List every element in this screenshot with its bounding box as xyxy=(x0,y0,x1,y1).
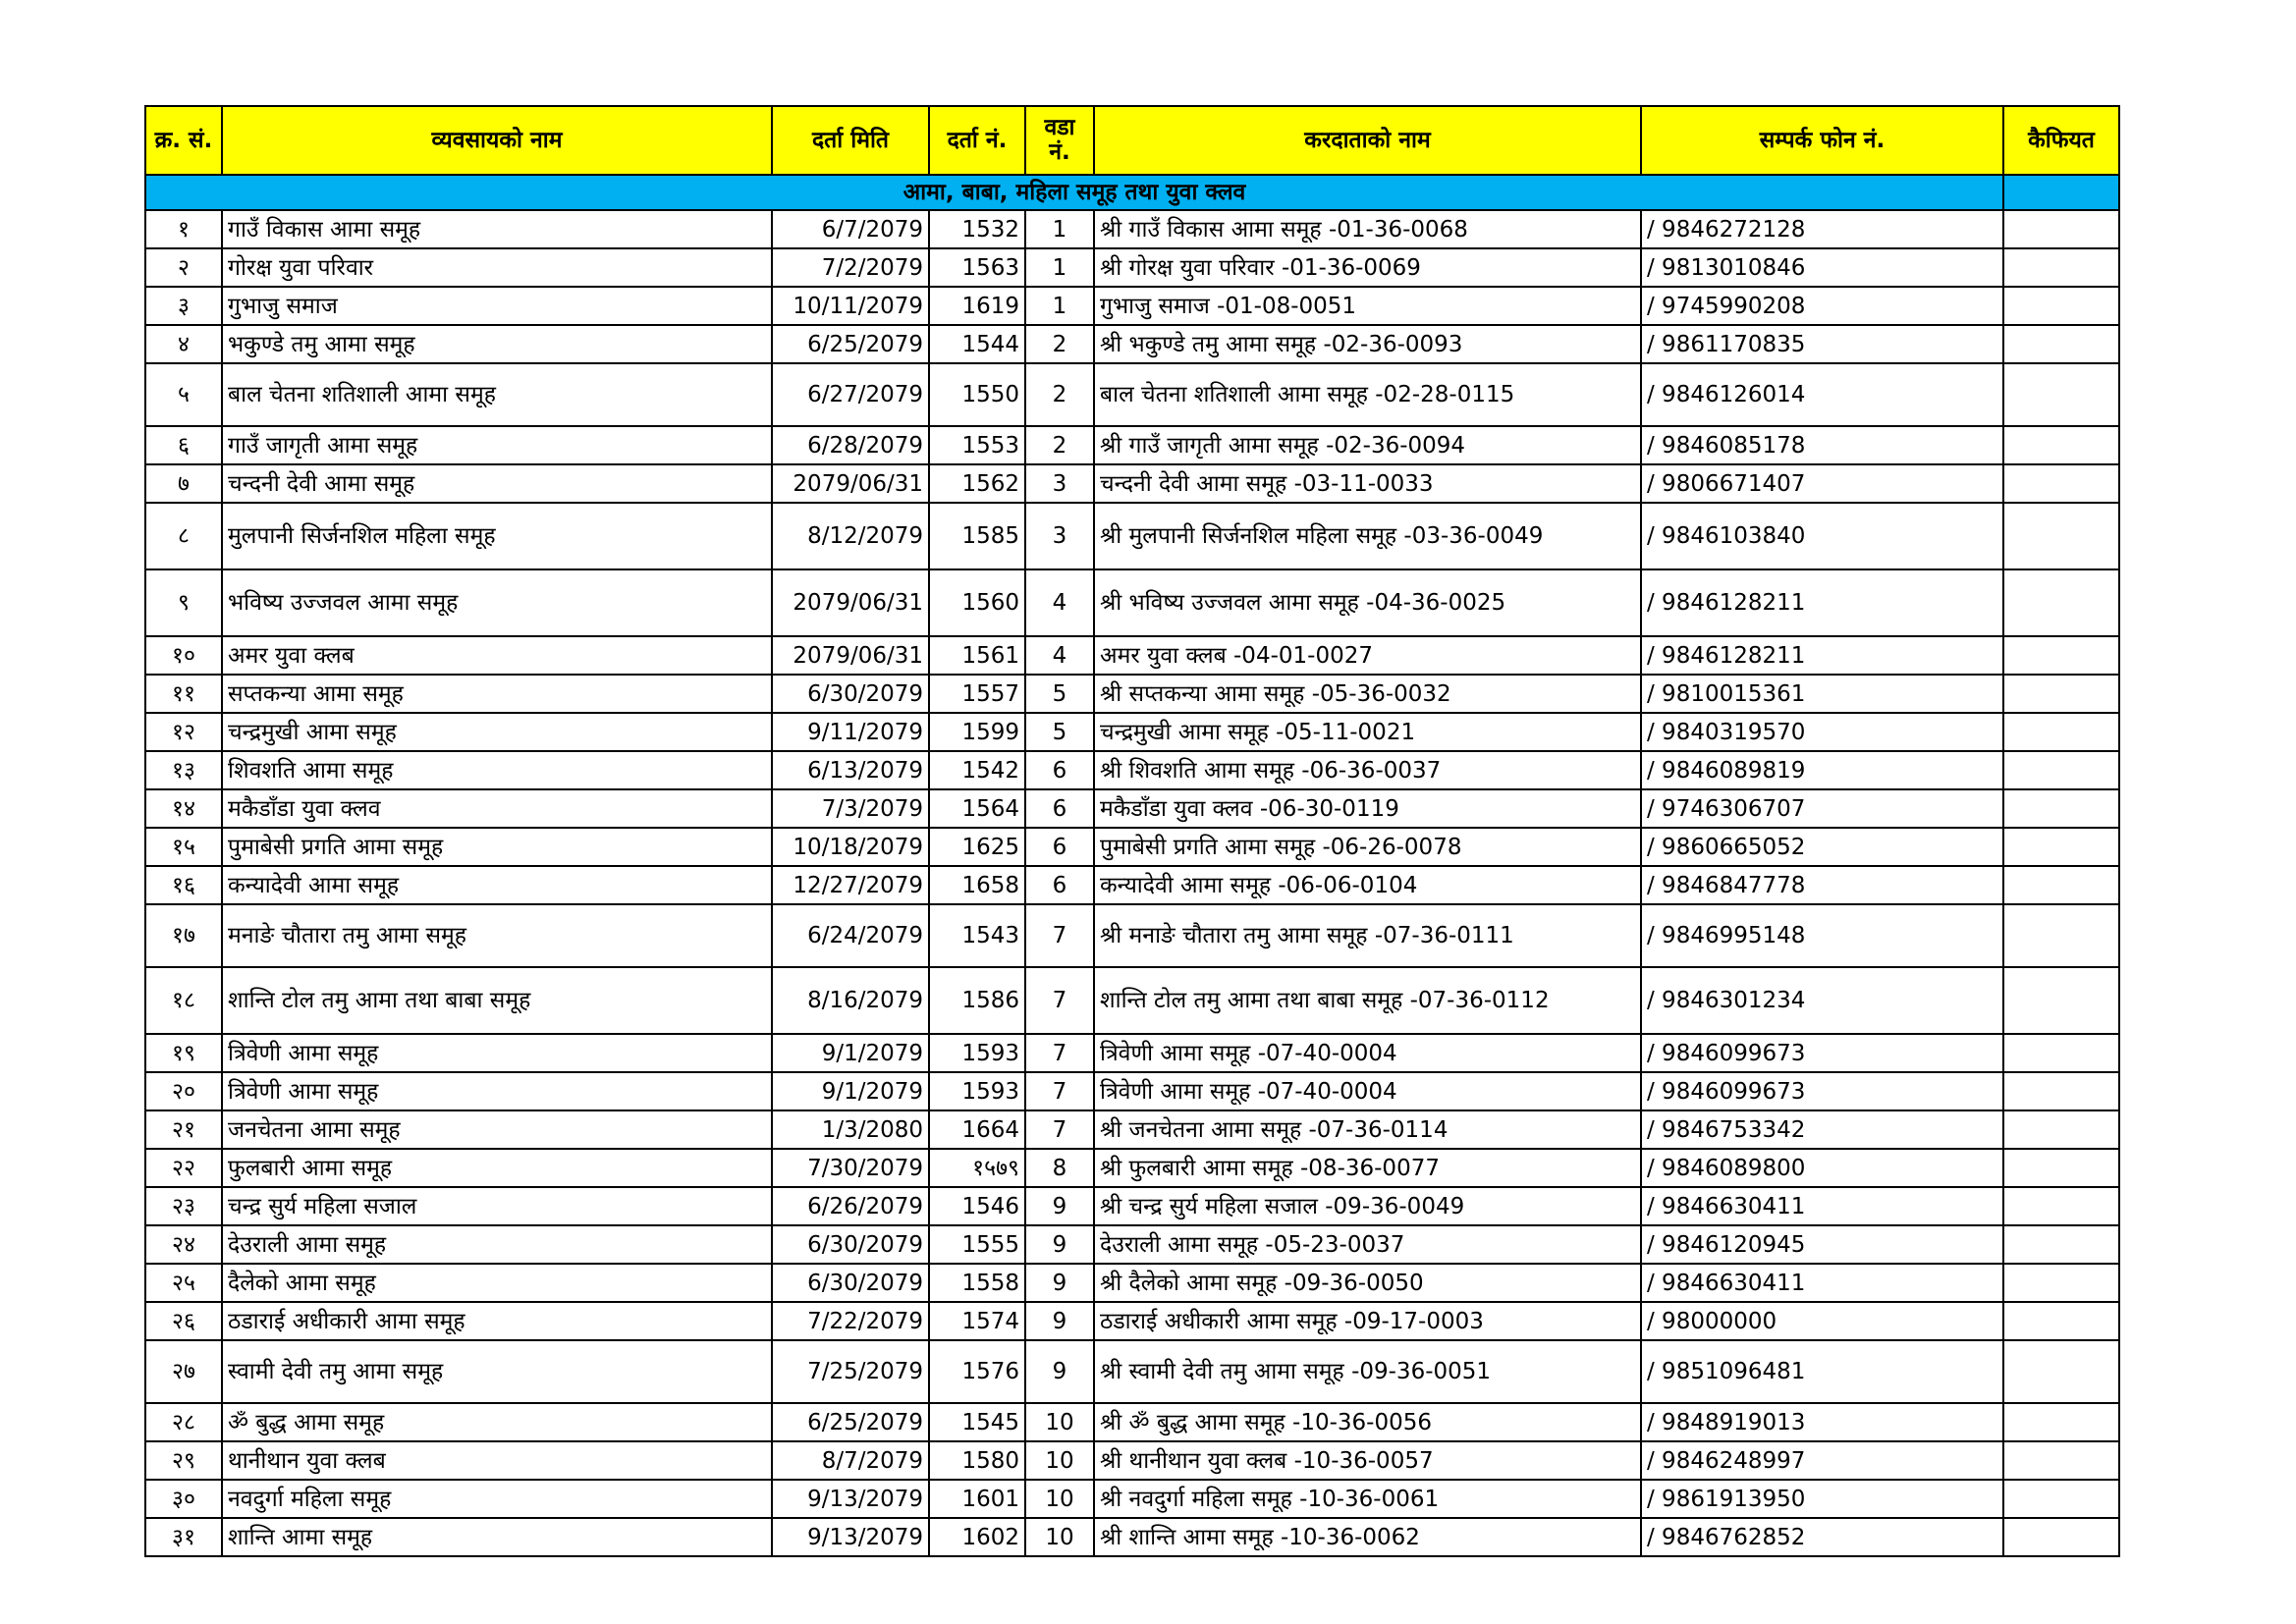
reg-date-cell: 7/3/2079 xyxy=(772,789,929,828)
reg-date-cell: 6/25/2079 xyxy=(772,325,929,363)
business-name-cell: ठडाराई अधीकारी आमा समूह xyxy=(222,1302,772,1340)
table-row xyxy=(145,713,2119,751)
ward-cell: 7 xyxy=(1025,904,1094,967)
ward-cell: 10 xyxy=(1025,1480,1094,1518)
reg-no-cell: 1586 xyxy=(929,967,1025,1034)
business-name-cell: चन्दनी देवी आमा समूह xyxy=(222,464,772,503)
table-row xyxy=(145,751,2119,789)
remarks-cell xyxy=(2003,287,2119,325)
table-row xyxy=(145,503,2119,569)
ward-cell: 7 xyxy=(1025,967,1094,1034)
ward-cell: 7 xyxy=(1025,1110,1094,1149)
taxpayer-name-cell: बाल चेतना शतिशाली आमा समूह -02-28-0115 xyxy=(1094,363,1641,426)
header-business-name: व्यवसायको नाम xyxy=(222,106,772,175)
remarks-cell xyxy=(2003,569,2119,636)
serial-cell: ३१ xyxy=(145,1518,222,1556)
table-row xyxy=(145,569,2119,636)
registration-table xyxy=(144,105,2120,1557)
taxpayer-name-cell: मकैडाँडा युवा क्लव -06-30-0119 xyxy=(1094,789,1641,828)
business-name-cell: गाउँ विकास आमा समूह xyxy=(222,210,772,248)
taxpayer-name-cell: कन्यादेवी आमा समूह -06-06-0104 xyxy=(1094,866,1641,904)
table-row xyxy=(145,426,2119,464)
reg-date-cell: 10/11/2079 xyxy=(772,287,929,325)
phone-cell: / 9846085178 xyxy=(1641,426,2003,464)
table-row xyxy=(145,464,2119,503)
table-row xyxy=(145,1518,2119,1556)
table-row xyxy=(145,1034,2119,1072)
phone-cell: / 9860665052 xyxy=(1641,828,2003,866)
remarks-cell xyxy=(2003,464,2119,503)
reg-date-cell: 9/13/2079 xyxy=(772,1480,929,1518)
remarks-cell xyxy=(2003,210,2119,248)
reg-no-cell: 1593 xyxy=(929,1072,1025,1110)
reg-date-cell: 8/16/2079 xyxy=(772,967,929,1034)
header-taxpayer-name: करदाताको नाम xyxy=(1094,106,1641,175)
reg-no-cell: 1664 xyxy=(929,1110,1025,1149)
serial-cell: २० xyxy=(145,1072,222,1110)
business-name-cell: बाल चेतना शतिशाली आमा समूह xyxy=(222,363,772,426)
phone-cell: / 9846272128 xyxy=(1641,210,2003,248)
ward-cell: 7 xyxy=(1025,1072,1094,1110)
remarks-cell xyxy=(2003,426,2119,464)
ward-cell: 6 xyxy=(1025,828,1094,866)
reg-no-cell: 1561 xyxy=(929,636,1025,675)
phone-cell: / 9846126014 xyxy=(1641,363,2003,426)
business-name-cell: थानीथान युवा क्लब xyxy=(222,1441,772,1480)
remarks-cell xyxy=(2003,503,2119,569)
taxpayer-name-cell: श्री नवदुर्गा महिला समूह -10-36-0061 xyxy=(1094,1480,1641,1518)
business-name-cell: गुभाजु समाज xyxy=(222,287,772,325)
reg-no-cell: 1585 xyxy=(929,503,1025,569)
remarks-cell xyxy=(2003,751,2119,789)
remarks-cell xyxy=(2003,1110,2119,1149)
serial-cell: २१ xyxy=(145,1110,222,1149)
ward-cell: 2 xyxy=(1025,363,1094,426)
table-row xyxy=(145,1225,2119,1264)
business-name-cell: ॐ बुद्ध आमा समूह xyxy=(222,1403,772,1441)
taxpayer-name-cell: चन्द्रमुखी आमा समूह -05-11-0021 xyxy=(1094,713,1641,751)
reg-no-cell: 1602 xyxy=(929,1518,1025,1556)
business-name-cell: त्रिवेणी आमा समूह xyxy=(222,1034,772,1072)
phone-cell: / 9848919013 xyxy=(1641,1403,2003,1441)
taxpayer-name-cell: श्री ॐ बुद्ध आमा समूह -10-36-0056 xyxy=(1094,1403,1641,1441)
reg-no-cell: 1555 xyxy=(929,1225,1025,1264)
ward-cell: 4 xyxy=(1025,569,1094,636)
serial-cell: ३ xyxy=(145,287,222,325)
ward-cell: 10 xyxy=(1025,1441,1094,1480)
reg-no-cell: 1574 xyxy=(929,1302,1025,1340)
table-row xyxy=(145,866,2119,904)
ward-cell: 6 xyxy=(1025,866,1094,904)
business-name-cell: भविष्य उज्जवल आमा समूह xyxy=(222,569,772,636)
serial-cell: १६ xyxy=(145,866,222,904)
taxpayer-name-cell: श्री थानीथान युवा क्लब -10-36-0057 xyxy=(1094,1441,1641,1480)
ward-cell: 8 xyxy=(1025,1149,1094,1187)
ward-cell: 9 xyxy=(1025,1340,1094,1403)
header-reg-no: दर्ता नं. xyxy=(929,106,1025,175)
business-name-cell: दैलेको आमा समूह xyxy=(222,1264,772,1302)
phone-cell: / 9846301234 xyxy=(1641,967,2003,1034)
reg-no-cell: 1580 xyxy=(929,1441,1025,1480)
phone-cell: / 9861913950 xyxy=(1641,1480,2003,1518)
reg-date-cell: 6/25/2079 xyxy=(772,1403,929,1441)
taxpayer-name-cell: श्री दैलेको आमा समूह -09-36-0050 xyxy=(1094,1264,1641,1302)
reg-no-cell: 1564 xyxy=(929,789,1025,828)
ward-cell: 5 xyxy=(1025,713,1094,751)
reg-no-cell: 1562 xyxy=(929,464,1025,503)
reg-date-cell: 6/7/2079 xyxy=(772,210,929,248)
remarks-cell xyxy=(2003,1149,2119,1187)
phone-cell: / 9846630411 xyxy=(1641,1187,2003,1225)
phone-cell: / 9846995148 xyxy=(1641,904,2003,967)
remarks-cell xyxy=(2003,636,2119,675)
serial-cell: १० xyxy=(145,636,222,675)
taxpayer-name-cell: शान्ति टोल तमु आमा तथा बाबा समूह -07-36-0112 xyxy=(1094,967,1641,1034)
remarks-cell xyxy=(2003,1302,2119,1340)
ward-cell: 6 xyxy=(1025,789,1094,828)
phone-cell: / 9846248997 xyxy=(1641,1441,2003,1480)
business-name-cell: भकुण्डे तमु आमा समूह xyxy=(222,325,772,363)
taxpayer-name-cell: श्री मुलपानी सिर्जनशिल महिला समूह -03-36-0049 xyxy=(1094,503,1641,569)
table-row xyxy=(145,636,2119,675)
remarks-cell xyxy=(2003,789,2119,828)
serial-cell: १५ xyxy=(145,828,222,866)
reg-no-cell: 1593 xyxy=(929,1034,1025,1072)
reg-date-cell: 10/18/2079 xyxy=(772,828,929,866)
table-row xyxy=(145,828,2119,866)
reg-date-cell: 9/1/2079 xyxy=(772,1072,929,1110)
phone-cell: / 9861170835 xyxy=(1641,325,2003,363)
ward-cell: 3 xyxy=(1025,503,1094,569)
phone-cell: / 9846099673 xyxy=(1641,1072,2003,1110)
reg-no-cell: 1543 xyxy=(929,904,1025,967)
reg-no-cell: 1550 xyxy=(929,363,1025,426)
reg-no-cell: 1532 xyxy=(929,210,1025,248)
remarks-cell xyxy=(2003,675,2119,713)
remarks-cell xyxy=(2003,1264,2119,1302)
table-row xyxy=(145,1340,2119,1403)
reg-date-cell: 6/28/2079 xyxy=(772,426,929,464)
section-row xyxy=(145,175,2119,210)
taxpayer-name-cell: श्री भविष्य उज्जवल आमा समूह -04-36-0025 xyxy=(1094,569,1641,636)
serial-cell: २२ xyxy=(145,1149,222,1187)
table-row xyxy=(145,325,2119,363)
taxpayer-name-cell: पुमाबेसी प्रगति आमा समूह -06-26-0078 xyxy=(1094,828,1641,866)
phone-cell: / 9846089800 xyxy=(1641,1149,2003,1187)
business-name-cell: चन्द्र सुर्य महिला सजाल xyxy=(222,1187,772,1225)
reg-date-cell: 9/1/2079 xyxy=(772,1034,929,1072)
business-name-cell: चन्द्रमुखी आमा समूह xyxy=(222,713,772,751)
serial-cell: १४ xyxy=(145,789,222,828)
business-name-cell: अमर युवा क्लब xyxy=(222,636,772,675)
header-remarks: कैफियत xyxy=(2003,106,2119,175)
remarks-cell xyxy=(2003,1340,2119,1403)
ward-cell: 2 xyxy=(1025,325,1094,363)
reg-date-cell: 6/30/2079 xyxy=(772,1264,929,1302)
table-row xyxy=(145,210,2119,248)
business-name-cell: मुलपानी सिर्जनशिल महिला समूह xyxy=(222,503,772,569)
serial-cell: ६ xyxy=(145,426,222,464)
phone-cell: / 98000000 xyxy=(1641,1302,2003,1340)
phone-cell: / 9846753342 xyxy=(1641,1110,2003,1149)
business-name-cell: मनाङे चौतारा तमु आमा समूह xyxy=(222,904,772,967)
ward-cell: 5 xyxy=(1025,675,1094,713)
ward-cell: 10 xyxy=(1025,1403,1094,1441)
reg-no-cell: १५७९ xyxy=(929,1149,1025,1187)
remarks-cell xyxy=(2003,1403,2119,1441)
phone-cell: / 9846103840 xyxy=(1641,503,2003,569)
reg-no-cell: 1625 xyxy=(929,828,1025,866)
taxpayer-name-cell: श्री गोरक्ष युवा परिवार -01-36-0069 xyxy=(1094,248,1641,287)
reg-date-cell: 8/7/2079 xyxy=(772,1441,929,1480)
business-name-cell: गोरक्ष युवा परिवार xyxy=(222,248,772,287)
reg-no-cell: 1601 xyxy=(929,1480,1025,1518)
taxpayer-name-cell: त्रिवेणी आमा समूह -07-40-0004 xyxy=(1094,1072,1641,1110)
taxpayer-name-cell: श्री शान्ति आमा समूह -10-36-0062 xyxy=(1094,1518,1641,1556)
serial-cell: १८ xyxy=(145,967,222,1034)
phone-cell: / 9846762852 xyxy=(1641,1518,2003,1556)
reg-no-cell: 1544 xyxy=(929,325,1025,363)
ward-cell: 10 xyxy=(1025,1518,1094,1556)
business-name-cell: नवदुर्गा महिला समूह xyxy=(222,1480,772,1518)
reg-date-cell: 9/13/2079 xyxy=(772,1518,929,1556)
business-name-cell: शिवशति आमा समूह xyxy=(222,751,772,789)
phone-cell: / 9846128211 xyxy=(1641,636,2003,675)
reg-no-cell: 1545 xyxy=(929,1403,1025,1441)
taxpayer-name-cell: अमर युवा क्लब -04-01-0027 xyxy=(1094,636,1641,675)
reg-no-cell: 1658 xyxy=(929,866,1025,904)
reg-date-cell: 7/22/2079 xyxy=(772,1302,929,1340)
remarks-cell xyxy=(2003,1518,2119,1556)
remarks-cell xyxy=(2003,1480,2119,1518)
taxpayer-name-cell: ठडाराई अधीकारी आमा समूह -09-17-0003 xyxy=(1094,1302,1641,1340)
remarks-cell xyxy=(2003,828,2119,866)
reg-no-cell: 1560 xyxy=(929,569,1025,636)
taxpayer-name-cell: श्री फुलबारी आमा समूह -08-36-0077 xyxy=(1094,1149,1641,1187)
reg-date-cell: 6/13/2079 xyxy=(772,751,929,789)
phone-cell: / 9840319570 xyxy=(1641,713,2003,751)
phone-cell: / 9846128211 xyxy=(1641,569,2003,636)
business-name-cell: पुमाबेसी प्रगति आमा समूह xyxy=(222,828,772,866)
ward-cell: 1 xyxy=(1025,248,1094,287)
reg-date-cell: 6/30/2079 xyxy=(772,675,929,713)
phone-cell: / 9746306707 xyxy=(1641,789,2003,828)
serial-cell: ३० xyxy=(145,1480,222,1518)
remarks-cell xyxy=(2003,325,2119,363)
ward-cell: 7 xyxy=(1025,1034,1094,1072)
remarks-cell xyxy=(2003,1441,2119,1480)
ward-cell: 9 xyxy=(1025,1225,1094,1264)
serial-cell: १३ xyxy=(145,751,222,789)
taxpayer-name-cell: श्री सप्तकन्या आमा समूह -05-36-0032 xyxy=(1094,675,1641,713)
reg-date-cell: 9/11/2079 xyxy=(772,713,929,751)
reg-no-cell: 1546 xyxy=(929,1187,1025,1225)
serial-cell: २८ xyxy=(145,1403,222,1441)
table-row xyxy=(145,1480,2119,1518)
business-name-cell: फुलबारी आमा समूह xyxy=(222,1149,772,1187)
business-name-cell: देउराली आमा समूह xyxy=(222,1225,772,1264)
reg-date-cell: 12/27/2079 xyxy=(772,866,929,904)
reg-no-cell: 1558 xyxy=(929,1264,1025,1302)
business-name-cell: कन्यादेवी आमा समूह xyxy=(222,866,772,904)
reg-date-cell: 1/3/2080 xyxy=(772,1110,929,1149)
taxpayer-name-cell: श्री गाउँ जागृती आमा समूह -02-36-0094 xyxy=(1094,426,1641,464)
table-body xyxy=(145,175,2119,1556)
reg-no-cell: 1599 xyxy=(929,713,1025,751)
phone-cell: / 9745990208 xyxy=(1641,287,2003,325)
taxpayer-name-cell: श्री भकुण्डे तमु आमा समूह -02-36-0093 xyxy=(1094,325,1641,363)
taxpayer-name-cell: श्री मनाङे चौतारा तमु आमा समूह -07-36-0111 xyxy=(1094,904,1641,967)
serial-cell: ५ xyxy=(145,363,222,426)
serial-cell: २३ xyxy=(145,1187,222,1225)
serial-cell: १ xyxy=(145,210,222,248)
table-row xyxy=(145,1072,2119,1110)
remarks-cell xyxy=(2003,1187,2119,1225)
table-row xyxy=(145,363,2119,426)
remarks-cell xyxy=(2003,363,2119,426)
table-row xyxy=(145,1110,2119,1149)
serial-cell: ४ xyxy=(145,325,222,363)
remarks-cell xyxy=(2003,904,2119,967)
taxpayer-name-cell: श्री शिवशति आमा समूह -06-36-0037 xyxy=(1094,751,1641,789)
reg-date-cell: 7/25/2079 xyxy=(772,1340,929,1403)
taxpayer-name-cell: श्री चन्द्र सुर्य महिला सजाल -09-36-0049 xyxy=(1094,1187,1641,1225)
table-row xyxy=(145,1187,2119,1225)
taxpayer-name-cell: गुभाजु समाज -01-08-0051 xyxy=(1094,287,1641,325)
phone-cell: / 9806671407 xyxy=(1641,464,2003,503)
serial-cell: २९ xyxy=(145,1441,222,1480)
serial-cell: ११ xyxy=(145,675,222,713)
reg-no-cell: 1563 xyxy=(929,248,1025,287)
reg-date-cell: 6/30/2079 xyxy=(772,1225,929,1264)
table-row xyxy=(145,904,2119,967)
serial-cell: ८ xyxy=(145,503,222,569)
business-name-cell: शान्ति आमा समूह xyxy=(222,1518,772,1556)
header-serial: क्र. सं. xyxy=(145,106,222,175)
reg-date-cell: 7/2/2079 xyxy=(772,248,929,287)
table-row xyxy=(145,248,2119,287)
taxpayer-name-cell: चन्दनी देवी आमा समूह -03-11-0033 xyxy=(1094,464,1641,503)
reg-date-cell: 2079/06/31 xyxy=(772,569,929,636)
remarks-cell xyxy=(2003,967,2119,1034)
table-header xyxy=(145,106,2119,175)
section-remarks-cell xyxy=(2003,175,2119,210)
taxpayer-name-cell: देउराली आमा समूह -05-23-0037 xyxy=(1094,1225,1641,1264)
ward-cell: 9 xyxy=(1025,1302,1094,1340)
reg-date-cell: 8/12/2079 xyxy=(772,503,929,569)
ward-cell: 9 xyxy=(1025,1264,1094,1302)
ward-cell: 6 xyxy=(1025,751,1094,789)
taxpayer-name-cell: श्री गाउँ विकास आमा समूह -01-36-0068 xyxy=(1094,210,1641,248)
reg-date-cell: 6/26/2079 xyxy=(772,1187,929,1225)
reg-no-cell: 1557 xyxy=(929,675,1025,713)
serial-cell: ७ xyxy=(145,464,222,503)
business-name-cell: गाउँ जागृती आमा समूह xyxy=(222,426,772,464)
ward-cell: 2 xyxy=(1025,426,1094,464)
serial-cell: २ xyxy=(145,248,222,287)
business-name-cell: त्रिवेणी आमा समूह xyxy=(222,1072,772,1110)
header-reg-date: दर्ता मिति xyxy=(772,106,929,175)
table-row xyxy=(145,1441,2119,1480)
phone-cell: / 9846120945 xyxy=(1641,1225,2003,1264)
remarks-cell xyxy=(2003,248,2119,287)
table-row xyxy=(145,789,2119,828)
table-row xyxy=(145,1403,2119,1441)
table-row xyxy=(145,1302,2119,1340)
ward-cell: 3 xyxy=(1025,464,1094,503)
serial-cell: २५ xyxy=(145,1264,222,1302)
phone-cell: / 9846089819 xyxy=(1641,751,2003,789)
business-name-cell: मकैडाँडा युवा क्लव xyxy=(222,789,772,828)
ward-cell: 1 xyxy=(1025,210,1094,248)
ward-cell: 1 xyxy=(1025,287,1094,325)
taxpayer-name-cell: श्री जनचेतना आमा समूह -07-36-0114 xyxy=(1094,1110,1641,1149)
phone-cell: / 9813010846 xyxy=(1641,248,2003,287)
table-row xyxy=(145,967,2119,1034)
reg-date-cell: 2079/06/31 xyxy=(772,636,929,675)
taxpayer-name-cell: श्री स्वामी देवी तमु आमा समूह -09-36-0051 xyxy=(1094,1340,1641,1403)
serial-cell: ९ xyxy=(145,569,222,636)
phone-cell: / 9846847778 xyxy=(1641,866,2003,904)
table-row xyxy=(145,1264,2119,1302)
reg-no-cell: 1553 xyxy=(929,426,1025,464)
reg-date-cell: 6/24/2079 xyxy=(772,904,929,967)
serial-cell: १२ xyxy=(145,713,222,751)
remarks-cell xyxy=(2003,1225,2119,1264)
header-ward: वडा नं. xyxy=(1025,106,1094,175)
phone-cell: / 9810015361 xyxy=(1641,675,2003,713)
reg-date-cell: 7/30/2079 xyxy=(772,1149,929,1187)
phone-cell: / 9851096481 xyxy=(1641,1340,2003,1403)
reg-no-cell: 1542 xyxy=(929,751,1025,789)
business-name-cell: स्वामी देवी तमु आमा समूह xyxy=(222,1340,772,1403)
reg-no-cell: 1619 xyxy=(929,287,1025,325)
serial-cell: १७ xyxy=(145,904,222,967)
phone-cell: / 9846630411 xyxy=(1641,1264,2003,1302)
phone-cell: / 9846099673 xyxy=(1641,1034,2003,1072)
section-title: आमा, बाबा, महिला समूह तथा युवा क्लव xyxy=(145,175,2003,210)
serial-cell: २४ xyxy=(145,1225,222,1264)
serial-cell: २७ xyxy=(145,1340,222,1403)
business-name-cell: सप्तकन्या आमा समूह xyxy=(222,675,772,713)
remarks-cell xyxy=(2003,713,2119,751)
remarks-cell xyxy=(2003,866,2119,904)
reg-date-cell: 2079/06/31 xyxy=(772,464,929,503)
reg-no-cell: 1576 xyxy=(929,1340,1025,1403)
table-row xyxy=(145,287,2119,325)
serial-cell: २६ xyxy=(145,1302,222,1340)
serial-cell: १९ xyxy=(145,1034,222,1072)
ward-cell: 9 xyxy=(1025,1187,1094,1225)
taxpayer-name-cell: त्रिवेणी आमा समूह -07-40-0004 xyxy=(1094,1034,1641,1072)
remarks-cell xyxy=(2003,1034,2119,1072)
table-row xyxy=(145,675,2119,713)
reg-date-cell: 6/27/2079 xyxy=(772,363,929,426)
table-row xyxy=(145,1149,2119,1187)
remarks-cell xyxy=(2003,1072,2119,1110)
business-name-cell: जनचेतना आमा समूह xyxy=(222,1110,772,1149)
header-phone: सम्पर्क फोन नं. xyxy=(1641,106,2003,175)
ward-cell: 4 xyxy=(1025,636,1094,675)
business-name-cell: शान्ति टोल तमु आमा तथा बाबा समूह xyxy=(222,967,772,1034)
